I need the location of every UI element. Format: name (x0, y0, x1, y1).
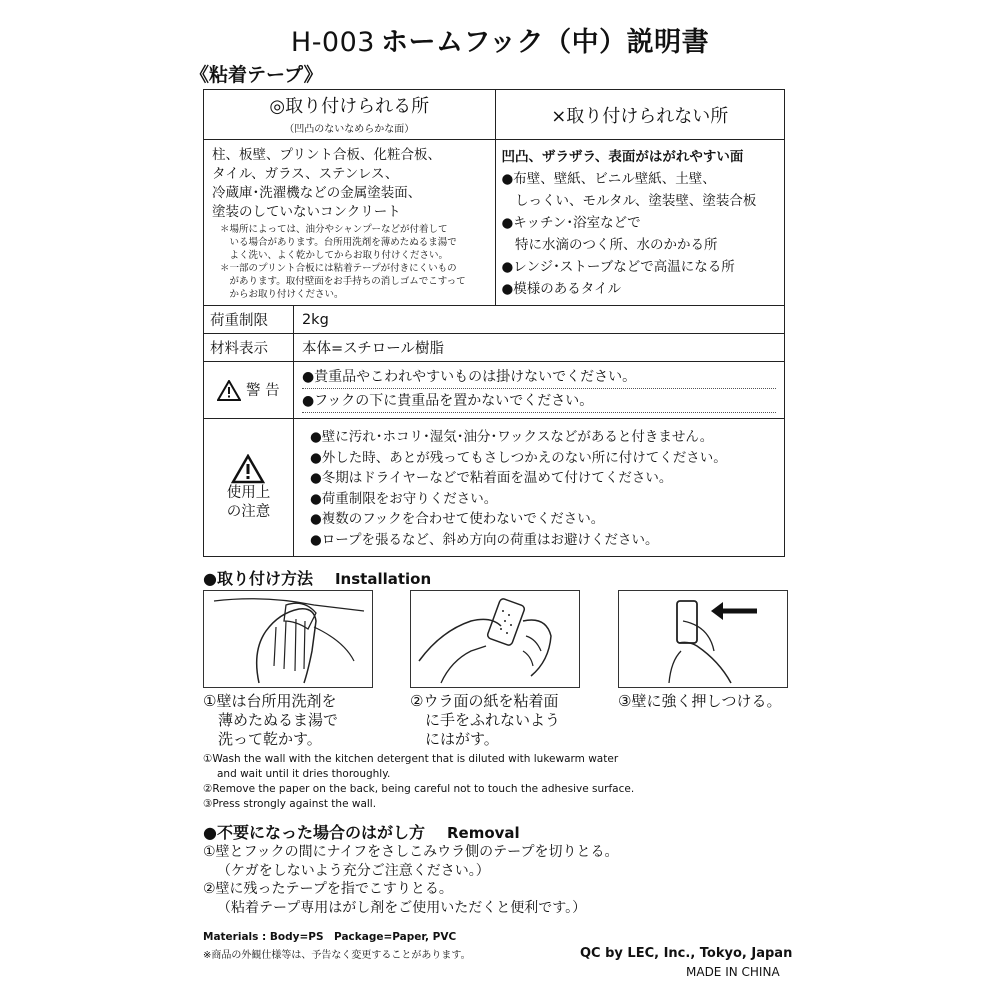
qc-text: QC by LEC, Inc., Tokyo, Japan (580, 946, 793, 961)
material-value: 本体=スチロール樹脂 (293, 334, 784, 362)
ok-line: 冷蔵庫･洗濯機などの金属塗装面、 (212, 185, 422, 201)
step-1-line: 薄めたぬるま湯で (203, 711, 339, 729)
ok-note: よく洗い、よく乾かしてからお取り付けください。 (220, 250, 449, 261)
load-value: 2kg (293, 306, 784, 334)
removal-heading-jp: ●不要になった場合のはがし方 (203, 823, 425, 842)
step-3-illustration (618, 590, 788, 688)
ok-note: ＊場所によっては、油分やシャンプーなどが付着して (220, 224, 448, 235)
caution-item: ●荷重制限をお守りください。 (309, 490, 498, 507)
step-2-text (410, 692, 560, 749)
installation-english (203, 752, 634, 812)
ng-header: ×取り付けられない所 (495, 90, 784, 140)
caution-item: ●外した時、あとが残ってもさしつかえのない所に付けてください。 (309, 449, 727, 466)
section-label: 《粘着テープ》 (190, 64, 323, 86)
caution-list (293, 419, 784, 557)
caution-label-1: 使用上 (226, 484, 271, 501)
ok-note: いる場合があります。台所用洗剤を薄めたぬるま湯で (220, 237, 457, 248)
ok-note: からお取り付けください。 (220, 289, 344, 300)
en-line: and wait until it dries thoroughly. (217, 768, 391, 780)
ok-header-cell (204, 90, 496, 140)
spec-table (203, 89, 785, 557)
caution-label-2: の注意 (226, 503, 271, 520)
warning-list (293, 362, 784, 419)
step-1-illustration (203, 590, 373, 688)
ng-line: ●キッチン･浴室などで (501, 215, 641, 231)
ok-line: タイル、ガラス、ステンレス、 (212, 166, 399, 182)
ok-list (204, 140, 496, 306)
caution-label-cell (204, 419, 294, 557)
page-title (0, 20, 1000, 59)
step-2-illustration (410, 590, 580, 688)
caution-triangle-icon (231, 454, 265, 484)
ok-header: ◎取り付けられる所 (269, 96, 430, 117)
ok-line: 柱、板壁、プリント合板、化粧合板、 (212, 147, 441, 163)
removal-heading-en: Removal (446, 824, 520, 842)
warning-triangle-icon (217, 380, 241, 401)
ng-subheader: 凹凸、ザラザラ、表面がはがれやすい面 (501, 149, 744, 165)
materials-text: Materials : Body=PS Package=Paper, PVC (203, 931, 457, 943)
ok-note: ＊一部のプリント合板には粘着テープが付きにくいもの (220, 263, 457, 274)
step-1-text (203, 692, 338, 749)
removal-line: ①壁とフックの間にナイフをさしこみウラ側のテープを切りとる。 (203, 844, 619, 860)
warning-label: 警 告 (245, 382, 280, 399)
removal-line: （ケガをしないよう充分ご注意ください。） (217, 862, 490, 879)
caution-item: ●ロープを張るなど、斜め方向の荷重はお避けください。 (309, 531, 659, 548)
installation-heading (203, 566, 431, 589)
ng-list (495, 140, 784, 306)
removal-line: ②壁に残ったテープを指でこすりとる。 (203, 881, 453, 897)
ok-subheader: （凹凸のないなめらかな面） (284, 124, 415, 135)
caution-item: ●冬期はドライヤーなどで粘着面を温めて付けてください。 (309, 470, 673, 486)
en-line: ①Wash the wall with the kitchen detergent that is diluted with lukewarm water (203, 753, 619, 765)
step-3-text (618, 692, 781, 711)
removal-heading (203, 820, 520, 843)
ng-line: ●布壁、壁紙、ビニル壁紙、土壁、 (501, 171, 716, 187)
ng-line: しっくい、モルタル、塗装壁、塗装合板 (501, 193, 757, 209)
material-label: 材料表示 (204, 334, 294, 362)
en-line: ③Press strongly against the wall. (203, 798, 377, 810)
caution-item: ●壁に汚れ･ホコリ･湿気･油分･ワックスなどがあると付きません。 (309, 429, 714, 445)
ng-line: 特に水滴のつく所、水のかかる所 (501, 237, 718, 253)
ok-line: 塗装のしていないコンクリート (212, 204, 401, 220)
removal-steps (203, 843, 618, 917)
product-name: ホームフック（中）説明書 (380, 27, 710, 58)
installation-heading-jp: ●取り付け方法 (203, 569, 313, 588)
ng-line: ●レンジ･ストーブなどで高温になる所 (501, 259, 735, 275)
warning-item: ●貴重品やこわれやすいものは掛けないでください。 (302, 366, 776, 389)
warning-item: ●フックの下に貴重品を置かないでください。 (302, 390, 776, 413)
made-in-text: MADE IN CHINA (686, 965, 780, 979)
notice-text: ※商品の外観仕様等は、予告なく変更することがあります。 (203, 950, 471, 961)
step-2-line: に手をふれないよう (410, 711, 561, 729)
removal-line: （粘着テープ専用はがし剤をご使用いただくと便利です。） (217, 899, 587, 916)
product-code: H-003 (290, 27, 375, 58)
step-2-line: にはがす。 (410, 730, 499, 748)
step-2-line: ②ウラ面の紙を粘着面 (410, 692, 559, 710)
ng-line: ●模様のあるタイル (501, 281, 622, 297)
step-1-line: ①壁は台所用洗剤を (203, 692, 337, 710)
warning-label-cell (204, 362, 294, 419)
en-line: ②Remove the paper on the back, being careful not to touch the adhesive surface. (203, 783, 635, 795)
step-1-line: 洗って乾かす。 (203, 730, 322, 748)
step-3-line: ③壁に強く押しつける。 (618, 692, 782, 710)
caution-item: ●複数のフックを合わせて使わないでください。 (309, 511, 605, 527)
ok-note: があります。取付壁面をお手持ちの消しゴムでこすって (220, 276, 466, 287)
load-label: 荷重制限 (204, 306, 294, 334)
installation-heading-en: Installation (334, 570, 432, 588)
